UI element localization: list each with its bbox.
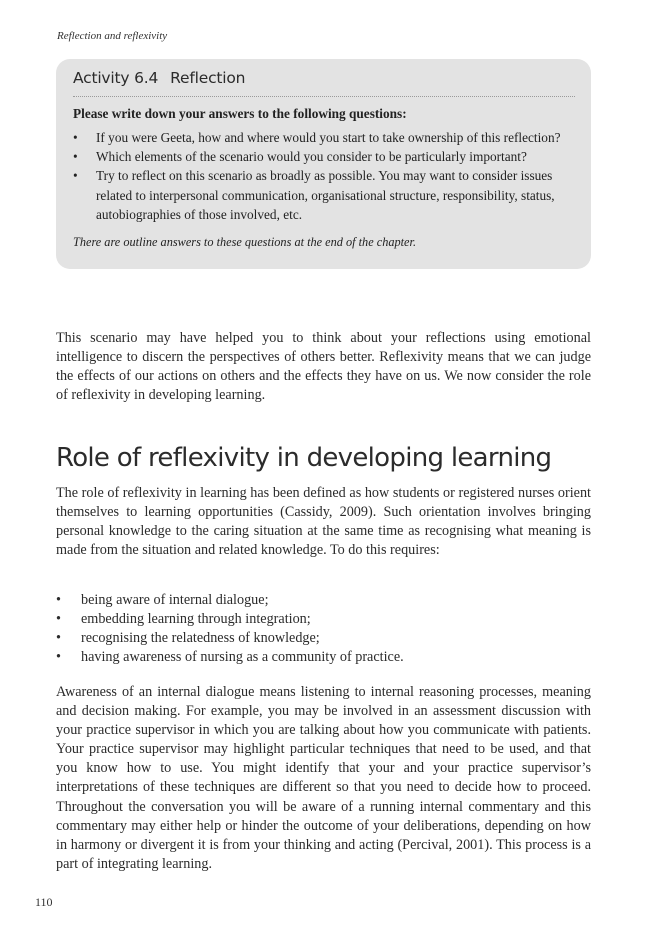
requirements-list xyxy=(56,591,591,667)
requirement-item: • being aware of internal dialogue; xyxy=(56,591,591,610)
activity-prompt: Please write down your answers to the following questions: xyxy=(73,106,407,121)
requirement-item: • having awareness of nursing as a community of practice. xyxy=(56,648,591,667)
body-paragraph-2: Awareness of an internal dialogue means listening to internal reasoning processes, meaning and decision making. For example, you may be involved in an assessment discussion with your practice supervisor in which you are talking about how you communicate with patients. Your practice supervisor may highlight particular techniques that need to be used, and that you know how to use. You might identify that your and your practice supervisor’s interpretations of these techniques are different so that you need to decide how to proceed. Throughout the conversation you will be aware of a running internal commentary and this commentary may either help or hinder the outcome of your deliberations, depending on how in harmony or divergent it is from your thinking and acting (Percival, 2001). This process is a part of integrating learning. xyxy=(56,684,591,872)
activity-question: • Which elements of the scenario would you consider to be particularly important? xyxy=(73,147,575,166)
activity-question: • Try to reflect on this scenario as broadly as possible. You may want to consider issues related to interpersonal communication, organisational structure, responsibility, status, autobiographies of those involved, etc. xyxy=(73,166,575,224)
activity-question: • If you were Geeta, how and where would you start to take ownership of this reflection? xyxy=(73,128,575,147)
activity-note: There are outline answers to these questions at the end of the chapter. xyxy=(73,235,417,250)
activity-question-list xyxy=(73,128,575,224)
requirement-item: • embedding learning through integration; xyxy=(56,610,591,629)
running-head: Reflection and reflexivity xyxy=(57,30,168,42)
activity-box xyxy=(56,59,591,269)
body-paragraph-1: The role of reflexivity in learning has been defined as how students or registered nurses orient themselves to learning opportunities (Cassidy, 2009). Such orientation involves bringing personal knowledge to the caring situation at the same time as recognising what meaning is made from the situation and related knowledge. To do this requires: xyxy=(56,485,591,559)
requirement-item: • recognising the relatedness of knowledge; xyxy=(56,629,591,648)
activity-title xyxy=(73,69,575,97)
intro-paragraph: This scenario may have helped you to think about your reflections using emotional intelligence to discern the perspectives of others better. Reflexivity means that we can judge the effects of our actions on others and the effects they have on us. We now consider the role of reflexivity in developing learning. xyxy=(56,330,591,404)
activity-title-text: Reflection xyxy=(170,69,246,87)
activity-number: Activity 6.4 xyxy=(73,69,159,87)
section-heading: Role of reflexivity in developing learning xyxy=(56,443,552,473)
page-number: 110 xyxy=(35,895,53,909)
